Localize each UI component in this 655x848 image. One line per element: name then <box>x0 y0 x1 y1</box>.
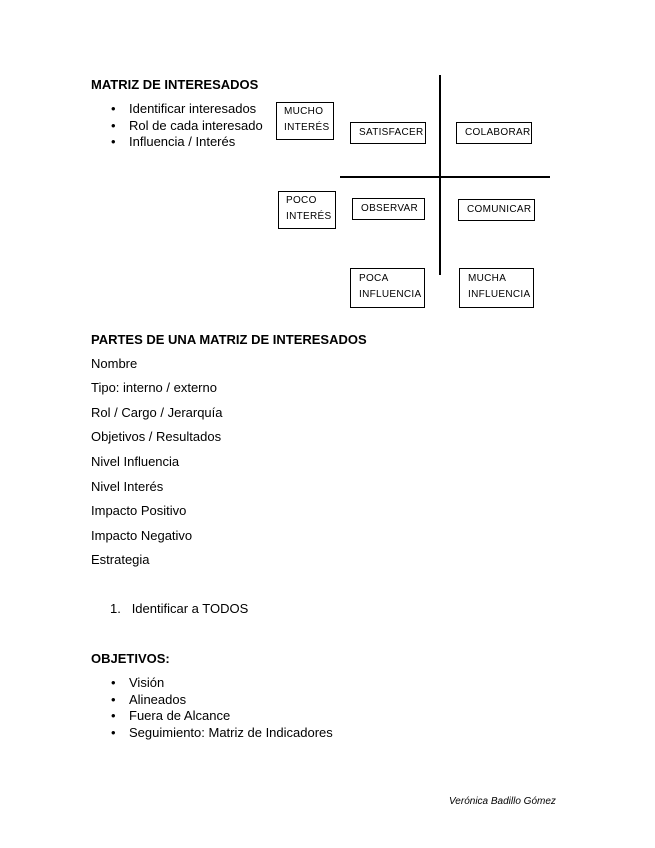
part-item-estrategia: Estrategia <box>91 552 150 567</box>
part-item-impacto-positivo: Impacto Positivo <box>91 503 187 518</box>
bullet-item: • Identificar interesados <box>111 101 257 116</box>
part-item-nivel-interes: Nivel Interés <box>91 479 164 494</box>
comunicar-quadrant: COMUNICAR <box>458 199 535 221</box>
bullet-item: • Influencia / Interés <box>111 134 236 149</box>
part-item-nombre: Nombre <box>91 356 138 371</box>
objectives-bullet-list <box>91 675 333 741</box>
bullet-dot: • <box>111 101 116 116</box>
bullet-item: • Seguimiento: Matriz de Indicadores <box>111 724 333 740</box>
part-item-tipo: Tipo: interno / externo <box>91 380 217 395</box>
bullet-item: • Alineados <box>111 691 187 707</box>
vertical-axis-line <box>439 75 441 275</box>
bullet-dot: • <box>111 708 116 723</box>
author-footer: Verónica Badillo Gómez <box>449 796 556 807</box>
poco-interes-label: POCO INTERÉS <box>278 191 336 229</box>
part-item-impacto-negativo: Impacto Negativo <box>91 528 193 543</box>
bullet-item: • Visión <box>111 675 165 690</box>
bullet-dot: • <box>111 134 116 149</box>
satisfacer-quadrant: SATISFACER <box>350 122 426 144</box>
bullet-dot: • <box>111 724 116 740</box>
mucho-interes-label: MUCHO INTERÉS <box>276 102 334 140</box>
objectives-heading: OBJETIVOS: <box>91 651 170 666</box>
bullet-item: • Fuera de Alcance <box>111 708 231 723</box>
part-item-nivel-influencia: Nivel Influencia <box>91 454 180 469</box>
bullet-dot: • <box>111 675 116 690</box>
part-item-rol: Rol / Cargo / Jerarquía <box>91 405 223 420</box>
matrix-bullet-list <box>91 101 263 151</box>
bullet-dot: • <box>111 691 116 707</box>
bullet-dot: • <box>111 117 116 133</box>
observar-quadrant: OBSERVAR <box>352 198 425 220</box>
mucha-influencia-label: MUCHA INFLUENCIA <box>459 268 534 308</box>
poca-influencia-label: POCA INFLUENCIA <box>350 268 425 308</box>
part-item-objetivos: Objetivos / Resultados <box>91 429 222 444</box>
parts-heading: PARTES DE UNA MATRIZ DE INTERESADOS <box>91 332 367 347</box>
numbered-item: 1. Identificar a TODOS <box>110 601 249 616</box>
colaborar-quadrant: COLABORAR <box>456 122 532 144</box>
matrix-heading: MATRIZ DE INTERESADOS <box>91 77 259 92</box>
horizontal-axis-line <box>340 176 550 178</box>
bullet-item: • Rol de cada interesado <box>111 117 263 133</box>
